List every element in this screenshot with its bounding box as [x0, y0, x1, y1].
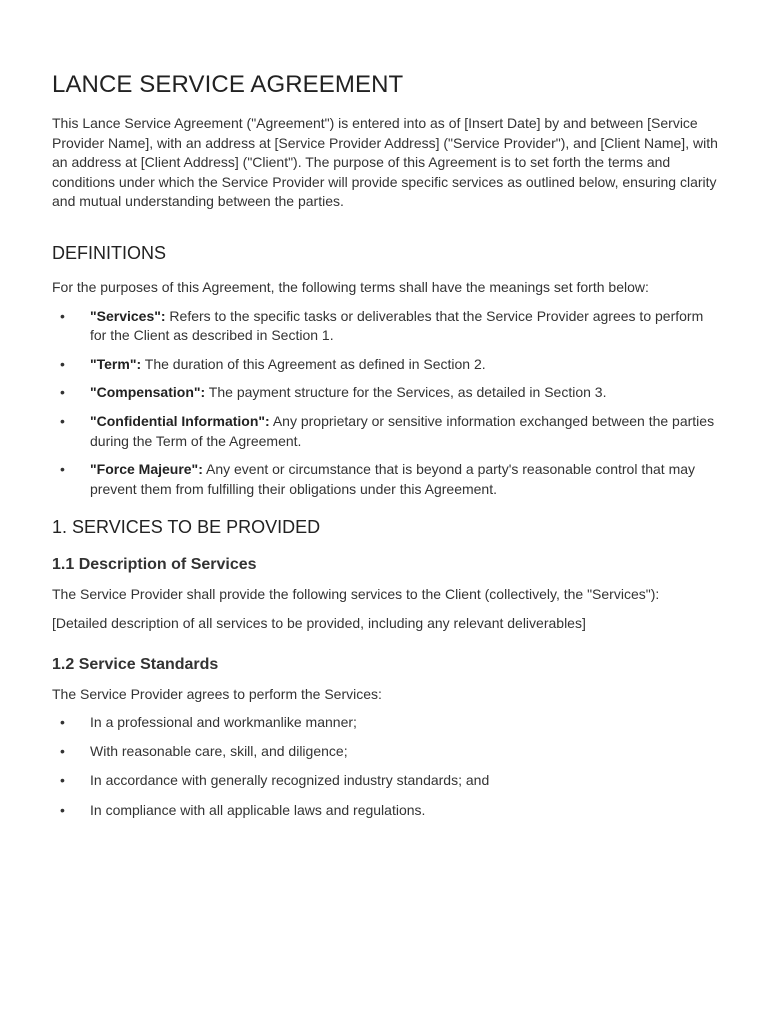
standard-text: In compliance with all applicable laws and regulations. [90, 801, 426, 818]
definition-term: "Services": [90, 307, 166, 324]
definition-term: "Force Majeure": [90, 461, 203, 478]
definition-text: Any proprietary or sensitive information exchanged between the parties during the Term of the Agreement. [90, 412, 715, 449]
definition-term: "Term": [90, 355, 142, 372]
standard-text: With reasonable care, skill, and diligence; [90, 743, 348, 760]
bullet-icon: • [60, 355, 65, 372]
definition-item [52, 383, 722, 403]
definition-text: The duration of this Agreement as defined in Section 2. [141, 355, 486, 372]
document-title: LANCE SERVICE AGREEMENT [52, 71, 404, 98]
definition-item [52, 412, 722, 451]
section1-1-text: The Service Provider shall provide the following services to the Client (collectively, the "Services"): [52, 586, 660, 603]
bullet-icon: • [60, 307, 65, 324]
bullet-icon: • [60, 412, 65, 429]
section1-1-heading: 1.1 Description of Services [52, 556, 257, 574]
standard-text: In accordance with generally recognized industry standards; and [90, 772, 490, 789]
standard-item [52, 801, 722, 821]
definition-text: Refers to the specific tasks or deliverables that the Service Provider agrees to perform for the Client as described in Section 1. [90, 307, 704, 344]
bullet-icon: • [60, 772, 65, 789]
definition-term: "Confidential Information": [90, 412, 270, 429]
section1-2-heading: 1.2 Service Standards [52, 655, 219, 673]
definitions-list [52, 307, 722, 500]
section1-1-placeholder: [Detailed description of all services to be provided, including any relevant deliverables] [52, 614, 586, 631]
intro-paragraph: This Lance Service Agreement ("Agreement") is entered into as of [Insert Date] by and between [Service Provider Name], with an address at [Service Provider Address] ("Service Provider"), and [Client Name], with an address at [Client Address] ("Client"). The purpose of this Agreement is to set forth the terms and conditions under which the Service Provider will provide specific services as outlined below, ensuring clarity and mutual understanding between the parties. [52, 115, 718, 210]
definitions-lead: For the purposes of this Agreement, the following terms shall have the meanings set forth below: [52, 278, 649, 295]
section1-heading: 1. SERVICES TO BE PROVIDED [52, 517, 321, 538]
bullet-icon: • [60, 801, 65, 818]
standard-item [52, 742, 722, 762]
definitions-heading: DEFINITIONS [52, 242, 167, 263]
section1-2-lead: The Service Provider agrees to perform the Services: [52, 685, 382, 702]
definition-text: Any event or circumstance that is beyond a party's reasonable control that may prevent them from fulfilling their obligations under this Agreement. [90, 461, 696, 497]
standards-list [52, 713, 722, 820]
standard-item [52, 713, 722, 733]
definition-text: The payment structure for the Services, as detailed in Section 3. [205, 384, 607, 401]
definition-item [52, 460, 722, 499]
standard-text: In a professional and workmanlike manner; [90, 714, 357, 731]
bullet-icon: • [60, 743, 65, 760]
definition-item [52, 355, 722, 375]
definition-term: "Compensation": [90, 384, 206, 401]
bullet-icon: • [60, 714, 65, 731]
bullet-icon: • [60, 461, 65, 478]
standard-item [52, 771, 722, 791]
document-page [52, 68, 722, 830]
bullet-icon: • [60, 384, 65, 401]
definition-item [52, 307, 722, 346]
